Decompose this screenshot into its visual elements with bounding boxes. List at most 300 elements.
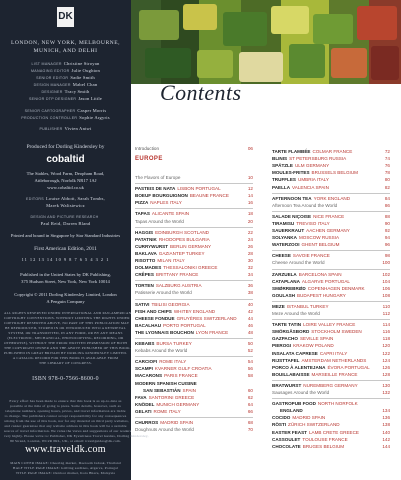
toc-page-number: 120 <box>382 343 390 349</box>
toc-entry[interactable] <box>272 155 390 162</box>
rights-line: THE COPYRIGHT OWNER AND THE ABOVE PUBLISHER OF THIS BOOK. <box>4 346 131 350</box>
toc-place: ALGARVE PORTUGAL <box>301 278 350 284</box>
toc-page-number: 44 <box>247 315 253 321</box>
toc-place: BURSA TURKEY <box>156 341 192 346</box>
toc-place: ROME ITALY <box>159 359 187 365</box>
print-numbers: 11 12 13 14 10 9 8 7 6 5 4 3 2 1 <box>21 257 110 262</box>
toc-dish-name: ENGLAND <box>280 408 303 414</box>
toc-dish-name: CASSOULET <box>272 436 301 442</box>
published-line: Published in the United States by DK Publishing, <box>20 272 111 277</box>
rights-line: COPYRIGHT RESERVED ABOVE, NO PART OF THIS PUBLICATION MAY <box>4 321 130 325</box>
toc-page-number: 114 <box>382 322 390 328</box>
intro-entry[interactable]: Introduction 06 <box>135 146 253 151</box>
toc-dish-name: KNÖDEL <box>135 401 155 407</box>
toc-entry[interactable] <box>135 210 253 217</box>
toc-dish-name: ZARZUELA <box>272 271 297 277</box>
toc-dish-name: SCAMPI <box>135 366 153 372</box>
toc-feature-title: Afternoon Tea Around the World <box>272 202 338 208</box>
toc-page-number: 30 <box>247 258 253 263</box>
toc-entry[interactable] <box>135 301 253 308</box>
toc-page-number: 74 <box>384 156 390 162</box>
toc-entry[interactable] <box>272 364 390 371</box>
toc-entry[interactable] <box>135 185 253 192</box>
credit-line: DESIGNER Tracy Smith <box>41 89 90 94</box>
toc-dish-name: GASTROPUB FOOD <box>272 401 316 407</box>
toc-page-number: 56 <box>247 366 253 372</box>
toc-feature-title: The Flavors of Europe <box>135 175 181 180</box>
toc-entry[interactable] <box>272 252 390 259</box>
toc-dish-name: MEZE <box>272 303 285 309</box>
toc-page-number: 100 <box>382 260 390 266</box>
disclaimer-line: possible at the time of going to press. Some details, however, such as <box>10 404 121 408</box>
rights-line: PUBLISHED IN GREAT BRITAIN BY DORLING KINDERSLEY LIMITED. <box>4 351 128 355</box>
toc-dish-name: HAGGIS <box>135 229 154 235</box>
toc-entry[interactable] <box>135 308 253 315</box>
toc-entry[interactable] <box>135 257 253 264</box>
toc-dish-name: MOULES-FRITES <box>272 170 310 176</box>
toc-entry[interactable] <box>135 199 253 206</box>
toc-entry[interactable] <box>272 407 390 414</box>
toc-place: SAVOIE FRANCE <box>292 253 330 259</box>
rights-line: BE REPRODUCED, STORED IN OR INTRODUCED INTO A RETRIEVAL <box>5 326 126 330</box>
toc-dish-name: RISOTTO <box>135 258 156 263</box>
toc-page-number: 102 <box>382 271 390 277</box>
toc-place: BUDAPEST HUNGARY <box>296 292 346 298</box>
toc-page-number: 110 <box>382 303 390 309</box>
toc-place: SPAIN <box>182 387 196 393</box>
toc-dish-name: EASTER FEAST <box>272 429 307 435</box>
cities-line-2: MUNICH, AND DELHI <box>33 48 98 54</box>
toc-entry[interactable] <box>272 350 390 357</box>
toc-dish-name: CARCIOFI <box>135 359 158 365</box>
toc-entry[interactable] <box>135 243 253 250</box>
toc-place: ST PETERSBURG RUSSIA <box>289 156 347 162</box>
toc-page-number: 38 <box>247 290 253 296</box>
toc-entry[interactable] <box>272 421 390 428</box>
credit-line: DESIGN AND PICTURE RESEARCH <box>30 215 99 219</box>
credit-line: DESIGN MANAGER Mabel Chan <box>33 82 98 87</box>
toc-place: SALZBURG AUSTRIA <box>155 283 202 289</box>
producer-address: www.cobaltid.co.uk <box>47 185 84 190</box>
toc-page-number: 80 <box>384 177 390 183</box>
toc-page-number: 128 <box>382 371 390 377</box>
toc-dish-name: BAKLAVA <box>135 250 157 256</box>
toc-entry[interactable] <box>272 414 390 421</box>
toc-place: BERLIN GERMANY <box>170 243 212 249</box>
toc-feature-entry[interactable] <box>272 202 390 209</box>
toc-page-number: 132 <box>382 390 390 395</box>
toc-place: COLMAR FRANCE <box>312 149 353 154</box>
toc-place: MADRID SPAIN <box>292 415 326 421</box>
toc-dish-name: BLINIS <box>272 156 288 162</box>
toc-dish-name: SALADE NIÇOISE <box>272 213 312 219</box>
toc-place: RHODOPES BULGARIA <box>158 236 210 242</box>
toc-entry[interactable] <box>272 195 390 202</box>
toc-dish-name: CHEESE FONDUE <box>135 315 175 321</box>
toc-page-number: 88 <box>384 213 390 219</box>
toc-entry[interactable] <box>135 250 253 257</box>
credit-line: MANAGING EDITOR Julie Oughton <box>30 68 101 73</box>
toc-page-number: 22 <box>247 229 253 235</box>
toc-page-number: 14 <box>247 193 253 199</box>
toc-page-number: 144 <box>382 443 390 449</box>
toc-page-number: 106 <box>382 285 390 291</box>
toc-page-number: 124 <box>382 357 390 363</box>
divider <box>135 356 253 357</box>
toc-dish-name: PIZZA <box>135 200 149 206</box>
toc-dish-name: SOLYANKA <box>272 235 297 241</box>
toc-dish-name: FAVA <box>135 394 147 400</box>
toc-entry[interactable] <box>135 408 253 415</box>
toc-feature-entry[interactable] <box>135 174 253 181</box>
toc-dish-name: MODERN SPANISH CUISINE <box>135 380 197 386</box>
toc-entry[interactable] <box>272 241 390 248</box>
toc-entry[interactable] <box>272 184 390 191</box>
credit-line: PRODUCTION CONTROLLER Sophie Argyris <box>21 115 110 120</box>
toc-feature-title: Cheese Around the World <box>272 260 325 266</box>
toc-entry[interactable] <box>135 315 253 322</box>
toc-entry[interactable] <box>272 292 390 299</box>
toc-entry[interactable] <box>272 176 390 183</box>
produced-for: Produced for Dorling Kindersley by <box>26 144 105 150</box>
toc-place: TBILISI GEORGIA <box>151 301 190 307</box>
published-line: 375 Hudson Street, New York, New York 10014 <box>21 279 110 284</box>
producer-logo: cobaltid <box>46 154 85 165</box>
credit-line: EDITORS Louise Abbott, Sarah Tombs, <box>26 196 105 201</box>
toc-place: ISTANBUL TURKEY <box>286 303 329 309</box>
credit-line: SENIOR EDITOR Sadie Smith <box>36 75 95 80</box>
toc-place: UMBRIA ITALY <box>298 177 329 183</box>
toc-place: STOCKHOLM SWEDEN <box>311 329 362 335</box>
toc-place: ÉVORA PORTUGAL <box>327 364 370 370</box>
toc-dish-name: BRATWURST <box>272 382 302 388</box>
toc-page-number: 90 <box>384 220 390 226</box>
toc-place: NICE FRANCE <box>313 213 345 219</box>
divider <box>272 301 390 302</box>
toc-entry[interactable] <box>272 328 390 335</box>
toc-entry[interactable] <box>272 400 390 407</box>
toc-place: SANTORINI GREECE <box>148 394 195 400</box>
toc-page-number: 78 <box>384 170 390 176</box>
toc-feature-title: Patisserie Around the World <box>135 290 192 296</box>
toc-page-number: 76 <box>384 163 390 169</box>
market-photo <box>131 0 401 84</box>
toc-dish-name: MACARONS <box>135 373 163 379</box>
toc-place: PARIS FRANCE <box>164 373 198 379</box>
producer-address: The Stables, Wood Farm, Deopham Road, <box>26 171 105 176</box>
toc-dish-name: TRUFFLES <box>272 177 296 183</box>
toc-place: CAPRI ITALY <box>319 350 348 356</box>
cover-credit: MAIN COVER IMAGE: Cheering market, Daeroem Jadaak, Thailand <box>10 461 121 465</box>
toc-dish-name: WATERZOOI <box>272 242 300 248</box>
toc-place: TOULOUSE FRANCE <box>302 436 348 442</box>
toc-entry[interactable] <box>272 278 390 285</box>
toc-entry[interactable] <box>135 387 253 394</box>
toc-entry[interactable] <box>272 357 390 364</box>
toc-place: BRUSSELS BELGIUM <box>311 170 358 176</box>
toc-entry[interactable] <box>272 227 390 234</box>
toc-dish-name: TIRAMISU <box>272 220 295 226</box>
toc-entry[interactable] <box>135 358 253 365</box>
toc-dish-name: AFTERNOON TEA <box>272 195 312 201</box>
toc-page-number: 60 <box>247 387 253 393</box>
toc-entry[interactable] <box>272 371 390 378</box>
toc-entry[interactable] <box>272 321 390 328</box>
toc-entry[interactable] <box>272 271 390 278</box>
disclaimer-line: to change. The publishers cannot accept responsibility for any consequences <box>4 414 127 418</box>
toc-feature-title: Kebabs Around the World <box>135 348 188 354</box>
toc-entry[interactable] <box>135 401 253 408</box>
disclaimer-line: telephone numbers, opening hours, prices, and travel information are liable <box>5 409 126 413</box>
toc-place: LISBON PORTUGAL <box>177 186 221 192</box>
toc-place: GAZIANTEP TURKEY <box>158 250 205 256</box>
toc-page-number: 130 <box>382 382 390 388</box>
toc-entry[interactable] <box>135 365 253 372</box>
disclaimer-line: 80 Strand, London, WC2R 0RL, UK, or email: travelguides@dk.com. <box>10 439 121 443</box>
toc-place: ROME ITALY <box>153 408 181 414</box>
toc-dish-name: CHEESE <box>272 253 291 259</box>
toc-feature-entry[interactable] <box>272 259 390 266</box>
toc-feature-entry[interactable] <box>272 389 390 396</box>
divider <box>135 338 253 339</box>
toc-page-number: 108 <box>382 292 390 298</box>
toc-entry[interactable] <box>135 340 253 347</box>
toc-page-number: 20 <box>247 218 253 224</box>
toc-dish-name: SMØRREBRØD <box>272 285 306 291</box>
toc-dish-name: KEBABS <box>135 341 155 346</box>
toc-page-number: 136 <box>382 415 390 421</box>
toc-entry[interactable] <box>272 234 390 241</box>
divider <box>135 417 253 418</box>
toc-entry[interactable] <box>272 382 390 389</box>
toc-entry[interactable] <box>272 429 390 436</box>
copyright-line: Copyright © 2011 Dorling Kindersley Limited, London <box>14 292 117 297</box>
toc-page-number: 94 <box>384 235 390 241</box>
toc-place: ULM GERMANY <box>294 163 330 169</box>
dk-logo: DK <box>57 7 74 27</box>
toc-entry[interactable] <box>272 169 390 176</box>
toc-page-number: 48 <box>247 329 253 335</box>
toc-page-number: 36 <box>247 283 253 289</box>
toc-dish-name: PATATNIK <box>135 236 157 242</box>
rights-line: A CATALOG RECORD FOR THIS BOOK IS AVAILABLE FROM <box>12 356 119 360</box>
rights-line: ALL RIGHTS RESERVED UNDER INTERNATIONAL AND PAN-AMERICAN <box>4 311 132 315</box>
toc-page-number: 52 <box>247 348 253 354</box>
toc-place: THESSALONIKI GREECE <box>163 265 218 271</box>
toc-page-number: 72 <box>384 149 390 154</box>
toc-feature-entry[interactable] <box>135 426 253 433</box>
toc-entry[interactable] <box>135 282 253 289</box>
toc-page-number: 140 <box>382 429 390 435</box>
divider <box>272 319 390 320</box>
toc-dish-name: PORCO À ALENTEJANA <box>272 364 326 370</box>
toc-page-number: 98 <box>384 253 390 259</box>
toc-page-number: 122 <box>382 350 390 356</box>
toc-dish-name: INSALATA CAPRESE <box>272 350 318 356</box>
toc-entry[interactable] <box>272 213 390 220</box>
toc-page-number: 112 <box>382 311 390 316</box>
toc-entry[interactable] <box>272 335 390 342</box>
toc-feature-entry[interactable] <box>135 347 253 354</box>
toc-dish-name: CATAPLANA <box>272 278 300 284</box>
toc-dish-name: SMÖRGÅSBORD <box>272 329 310 335</box>
toc-feature-entry[interactable] <box>135 289 253 296</box>
toc-dish-name: SATIVI <box>135 301 150 307</box>
toc-entry[interactable] <box>135 419 253 426</box>
divider <box>272 250 390 251</box>
divider <box>272 211 390 212</box>
toc-page-number: 70 <box>247 427 253 433</box>
printed-line: Printed and bound in Singapore by Star Standard Industries <box>10 233 121 238</box>
toc-place: BARCELONA SPAIN <box>298 271 342 277</box>
credit-line: SENIOR CARTOGRAPHER Casper Morris <box>24 108 107 113</box>
divider <box>272 269 390 270</box>
toc-feature-entry[interactable] <box>135 218 253 225</box>
toc-dish-name: DOLMADES <box>135 265 162 271</box>
rights-line: COPYRIGHT CONVENTIONS. WITHOUT LIMITING THE RIGHTS UNDER <box>4 316 130 320</box>
toc-entry[interactable] <box>272 162 390 169</box>
toc-entry[interactable] <box>272 303 390 310</box>
toc-page-number: 46 <box>247 322 253 328</box>
toc-feature-title: Meze Around the World <box>272 311 320 316</box>
toc-entry[interactable] <box>135 236 253 243</box>
toc-entry[interactable] <box>135 329 253 336</box>
disclaimer-line: Every effort has been made to ensure that this book is as up-to-date as <box>9 399 122 403</box>
toc-place: NAPLES ITALY <box>150 200 182 206</box>
toc-dish-name: FISH AND CHIPS <box>135 308 172 314</box>
cover-credit: HALF TITLE PAGE IMAGE: Grilling sardines, Algarve, Portugal <box>12 466 119 470</box>
toc-place: MADRID SPAIN <box>160 420 194 425</box>
toc-feature-entry[interactable] <box>272 310 390 317</box>
disclaimer-line: source of travel information. We value the views and suggestions of our readers <box>4 429 132 433</box>
copyright-line: A Penguin Company <box>46 299 85 304</box>
toc-entry[interactable] <box>135 271 253 278</box>
isbn: ISBN 978-0-7566-8600-0 <box>32 376 99 382</box>
toc-dish-name: BOEUF BOURGUIGNON <box>135 193 188 199</box>
toc-entry[interactable] <box>135 192 253 199</box>
toc-page-number: 10 <box>247 175 253 180</box>
toc-dish-name: SAN SEBASTIÁN <box>143 387 181 393</box>
toc-page-number: 50 <box>247 341 253 346</box>
toc-dish-name: GAZPACHO <box>272 336 298 342</box>
cities-line-1: LONDON, NEW YORK, MELBOURNE, <box>10 40 121 46</box>
credit-line: PUBLISHER Vivien Antwi <box>39 126 92 131</box>
toc-entry[interactable] <box>272 443 390 450</box>
toc-feature-title: Doughnuts Around the World <box>135 427 194 433</box>
toc-dish-name: CURRYWURST <box>135 243 169 249</box>
toc-dish-name: BOUILLABAISSE <box>272 371 310 377</box>
toc-dish-name: GOULASH <box>272 292 295 298</box>
toc-page-number: 82 <box>384 184 390 190</box>
toc-place: BRUGES BELGIUM <box>302 443 345 449</box>
divider <box>135 183 253 184</box>
cover-credit: TITLE PAGE IMAGE: Outdoor market, Kota Bharu, Malaysia <box>15 471 116 475</box>
credit-line: SENIOR DTP DESIGNER Jason Little <box>28 96 103 101</box>
toc-place: MOSCOW RUSSIA <box>298 235 340 241</box>
toc-dish-name: TARTE TATIN <box>272 322 302 328</box>
toc-page-number: 104 <box>382 278 390 284</box>
toc-entry[interactable] <box>272 436 390 443</box>
toc-page-number: 16 <box>247 200 253 206</box>
toc-dish-name: SPÄTZLE <box>272 163 293 169</box>
toc-place: ZÜRICH SWITZERLAND <box>288 422 340 428</box>
toc-dish-name: CHOCOLATE <box>272 443 301 449</box>
toc-page-number: 116 <box>382 329 390 335</box>
toc-entry[interactable] <box>272 220 390 227</box>
toc-page-number: 34 <box>247 272 253 278</box>
toc-place: MARSEILLE FRANCE <box>311 371 358 377</box>
toc-dish-name: PASTEIS DE NATA <box>135 186 176 192</box>
contents-column-1 <box>131 142 261 472</box>
toc-place: MUNICH GERMANY <box>156 401 200 407</box>
toc-dish-name: BACALHAU <box>135 322 162 328</box>
toc-dish-name: GELATI <box>135 408 152 414</box>
divider <box>272 193 390 194</box>
toc-place: NUREMBERG GERMANY <box>303 382 358 388</box>
toc-dish-name: THE LYONNAIS BOUCHON <box>135 329 194 335</box>
divider <box>135 208 253 209</box>
toc-entry[interactable] <box>135 229 253 236</box>
toc-dish-name: CRÊPES <box>135 272 154 278</box>
toc-place: BRITTANY FRANCE <box>155 272 199 278</box>
toc-place: GHENT BELGIUM <box>301 242 340 248</box>
toc-dish-name: COCIDO <box>272 415 291 421</box>
toc-dish-name: PIEROGI <box>272 343 292 349</box>
toc-place: YORK ENGLAND <box>313 195 351 201</box>
toc-feature-title: Tapas Around the World <box>135 218 184 224</box>
toc-page-number: 24 <box>247 236 253 242</box>
rights-line: SYSTEM, OR TRANSMITTED, IN ANY FORM, OR BY ANY MEANS <box>8 331 123 335</box>
toc-page-number: 84 <box>384 195 390 201</box>
toc-place: LAMB CRETE GREECE <box>308 429 359 435</box>
toc-place: AMSTERDAM NETHERLANDS <box>301 357 367 363</box>
toc-page-number: 40 <box>247 301 253 307</box>
toc-place: EDINBURGH SCOTLAND <box>155 229 209 235</box>
producer-address: Attleborough, Norfolk NR17 1AJ <box>34 178 97 183</box>
toc-place: GRUYÈRES SWITZERLAND <box>176 315 237 321</box>
toc-page-number: 66 <box>247 408 253 414</box>
toc-dish-name: TORTEN <box>135 283 154 289</box>
toc-entry[interactable] <box>135 372 253 379</box>
toc-place: AACHEN GERMANY <box>306 228 350 233</box>
toc-entry[interactable] <box>272 342 390 349</box>
first-edition: First American Edition, 2011 <box>34 246 97 252</box>
toc-entry[interactable] <box>135 394 253 401</box>
toc-page-number: 28 <box>247 250 253 256</box>
toc-place: VALENCIA SPAIN <box>292 184 329 190</box>
toc-entry[interactable] <box>272 285 390 292</box>
toc-page-number: 68 <box>247 420 253 425</box>
toc-place: NORTH NORFOLK <box>317 401 358 407</box>
toc-page-number: 96 <box>384 242 390 248</box>
toc-entry[interactable] <box>135 264 253 271</box>
credit-line: Marek Walisiewicz <box>46 203 85 208</box>
toc-entry[interactable] <box>272 148 390 155</box>
toc-place: TREVISO ITALY <box>296 220 330 226</box>
toc-dish-name: CHURROS <box>135 420 159 425</box>
credit-line: Paul Reid, Darren Bland <box>40 221 91 226</box>
toc-page-number: 64 <box>247 401 253 407</box>
toc-place: MILAN ITALY <box>157 258 185 263</box>
toc-entry[interactable] <box>135 380 253 387</box>
divider <box>135 280 253 281</box>
divider <box>135 299 253 300</box>
toc-page-number: 18 <box>247 211 253 217</box>
disclaimer-line: very highly. Please write to: Publisher, DK Eyewitness Travel Guides, Dorling Kindersley, <box>4 434 149 438</box>
toc-entry[interactable] <box>135 322 253 329</box>
toc-dish-name: TARTE FLAMBÉE <box>272 149 311 154</box>
disclaimer-line: arising from the use of this book, nor for any material on third party websites, <box>4 419 129 423</box>
